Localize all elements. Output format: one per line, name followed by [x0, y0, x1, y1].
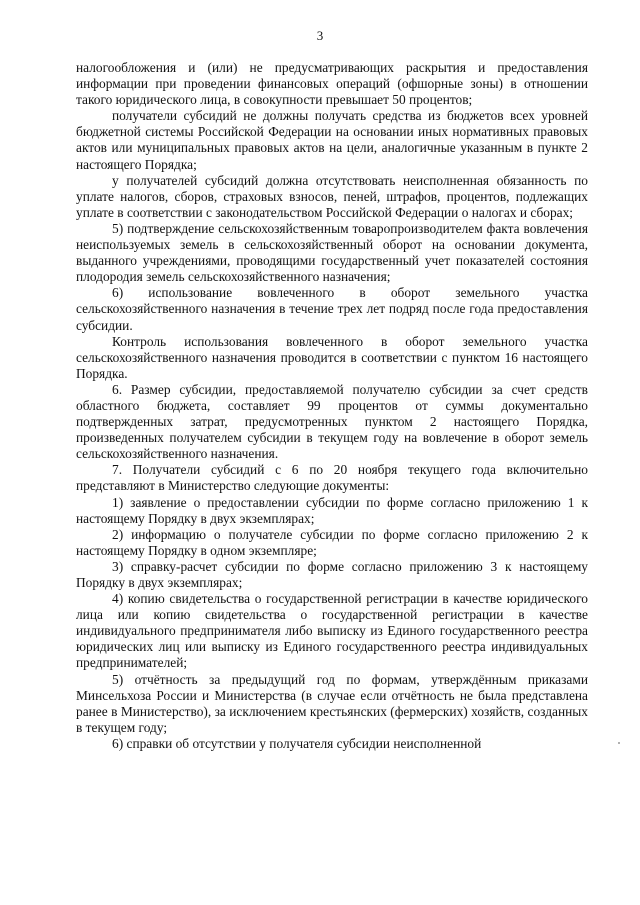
paragraph: 5) подтверждение сельскохозяйственным товаропроизводителем факта вовлечения неиспользуемых земель в сельскохозяйственный оборот на основании документа, выданного учреждениями, проводящими государственный учет показателей состояния плодородия земель сельскохозяйственного назначения;	[76, 220, 588, 285]
paragraph: 6) справки об отсутствии у получателя субсидии неисполненной	[112, 735, 482, 751]
paragraph: налогообложения и (или) не предусматривающих раскрытия и предоставления информации при проведении финансовых операций (офшорные зоны) в отношении такого юридического лица, в совокупности превышает 50 процентов;	[76, 60, 588, 108]
scan-speck	[618, 742, 620, 744]
paragraph: получатели субсидий не должны получать средства из бюджетов всех уровней бюджетной системы Российской Федерации на основании иных нормативных правовых актов или муниципальных правовых актов на цели, аналогичные указанным в пункте 2 настоящего Порядка;	[76, 108, 588, 172]
paragraph: 5) отчётность за предыдущий год по формам, утверждённым приказами Минсельхоза России и Министерства (в случае если отчётность не была представлена ранее в Министерство), за исключением крестьянских (фермерских) хозяйств, созданных в текущем году;	[76, 671, 588, 735]
paragraph: 6. Размер субсидии, предоставляемой получателю субсидии за счет средств областного бюджета, составляет 99 процентов от суммы документально подтвержденных затрат, предусмотренных пунктом 2 настоящего Порядка, произведенных получателем субсидии в текущем году на вовлечение в оборот земель сельскохозяйственного назначения.	[76, 381, 588, 462]
page-number: 3	[316, 28, 324, 43]
paragraph: 6) использование вовлеченного в оборот земельного участка сельскохозяйственного назначения в течение трех лет подряд после года предоставления субсидии.	[76, 285, 588, 333]
paragraph: 3) справку-расчет субсидии по форме согласно приложению 3 к настоящему Порядку в двух экземплярах;	[76, 558, 588, 590]
document-body	[76, 60, 588, 752]
paragraph: 2) информацию о получателе субсидии по форме согласно приложению 2 к настоящему Порядку в одном экземпляре;	[76, 526, 588, 558]
paragraph: 1) заявление о предоставлении субсидии по форме согласно приложению 1 к настоящему Порядку в двух экземплярах;	[76, 494, 588, 526]
paragraph: у получателей субсидий должна отсутствовать неисполненная обязанность по уплате налогов, сборов, страховых взносов, пеней, штрафов, процентов, подлежащих уплате в соответствии с законодательством Российской Федерации о налогах и сборах;	[76, 172, 588, 220]
paragraph: 4) копию свидетельства о государственной регистрации в качестве юридического лица или копию свидетельства о государственной регистрации в качестве индивидуального предпринимателя либо выписку из Единого государственного реестра юридических лиц или выписку из Единого государственного реестра индивидуальных предпринимателей;	[76, 591, 588, 671]
paragraph: Контроль использования вовлеченного в оборот земельного участка сельскохозяйственного назначения проводится в соответствии с пунктом 16 настоящего Порядка.	[76, 333, 588, 381]
paragraph: 7. Получатели субсидий с 6 по 20 ноября текущего года включительно представляют в Министерство следующие документы:	[76, 462, 588, 494]
